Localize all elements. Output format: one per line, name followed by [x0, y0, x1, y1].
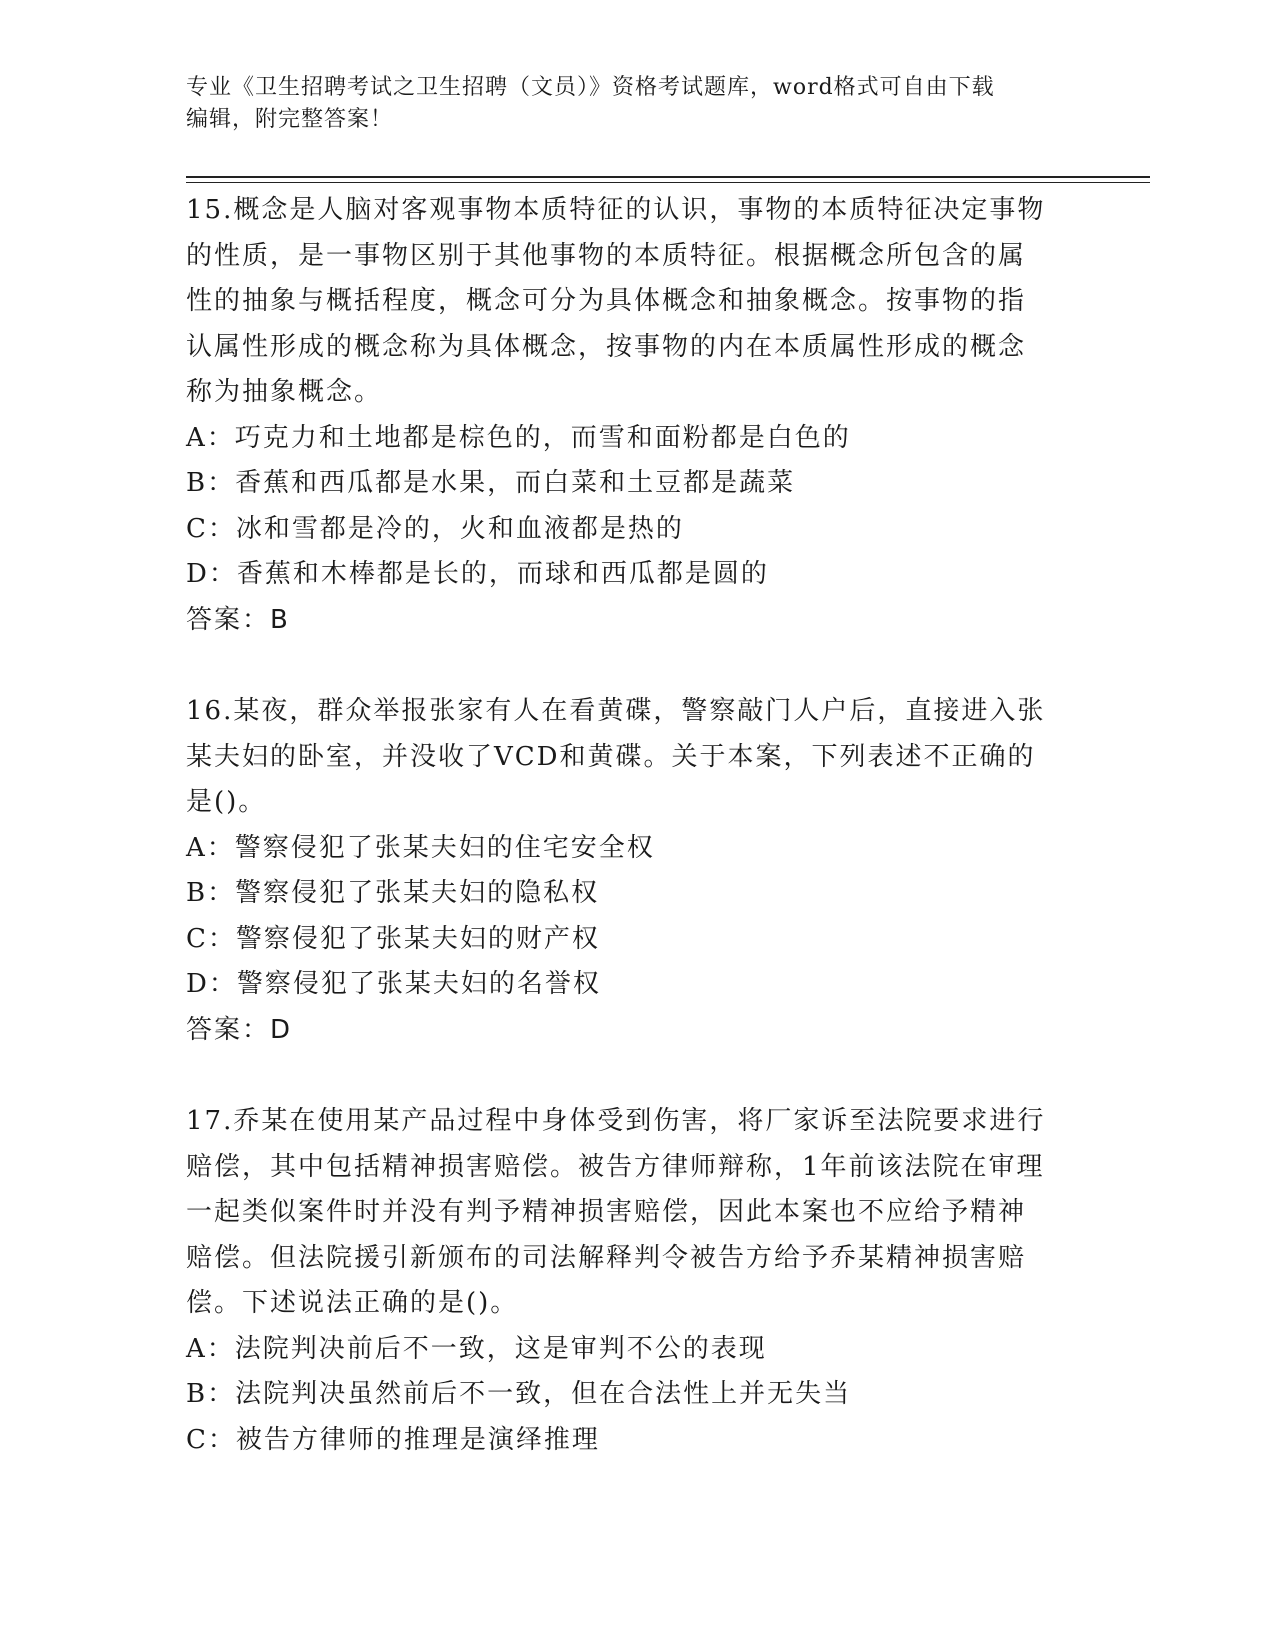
question-stem-line: 性的抽象与概括程度，概念可分为具体概念和抽象概念。按事物的指: [186, 286, 1027, 316]
question-stem-line: 17.乔某在使用某产品过程中身体受到伤害，将厂家诉至法院要求进行: [186, 1106, 1046, 1136]
option-c: C：被告方律师的推理是演绎推理: [186, 1424, 600, 1455]
question-stem-line: 称为抽象概念。: [186, 377, 383, 407]
option-a: A：法院判决前后不一致，这是审判不公的表现: [186, 1333, 767, 1364]
question-stem-line: 赔偿。但法院援引新颁布的司法解释判令被告方给予乔某精神损害赔: [186, 1242, 1027, 1273]
header-divider-thin: [186, 182, 1150, 183]
answer-label: 答案：D: [186, 1014, 293, 1045]
option-b: B：警察侵犯了张某夫妇的隐私权: [186, 878, 600, 908]
header-line-2: 编辑，附完整答案！: [186, 107, 394, 132]
question-list: [186, 188, 1076, 1509]
option-c: C：冰和雪都是冷的，火和血液都是热的: [186, 513, 684, 544]
header-line-1: 专业《卫生招聘考试之卫生招聘（文员）》资格考试题库，word格式可自由下载: [186, 75, 995, 100]
option-a: A：巧克力和土地都是棕色的，而雪和面粉都是白色的: [186, 422, 851, 453]
option-c: C：警察侵犯了张某夫妇的财产权: [186, 923, 600, 954]
question-stem-line: 是()。: [186, 787, 267, 817]
question-stem-line: 某夫妇的卧室，并没收了VCD和黄碟。关于本案，下列表述不正确的: [186, 741, 1036, 772]
question-stem-line: 的性质，是一事物区别于其他事物的本质特征。根据概念所包含的属: [186, 240, 1027, 271]
option-d: D：警察侵犯了张某夫妇的名誉权: [186, 969, 601, 999]
answer-label: 答案：B: [186, 604, 290, 635]
question-15: [186, 188, 1076, 643]
option-a: A：警察侵犯了张某夫妇的住宅安全权: [186, 832, 655, 863]
question-stem-line: 赔偿，其中包括精神损害赔偿。被告方律师辩称，1年前该法院在审理: [186, 1151, 1045, 1182]
question-stem-line: 一起类似案件时并没有判予精神损害赔偿，因此本案也不应给予精神: [186, 1197, 1027, 1227]
question-16: [186, 689, 1076, 1053]
option-b: B：法院判决虽然前后不一致，但在合法性上并无失当: [186, 1379, 852, 1409]
question-stem-line: 15.概念是人脑对客观事物本质特征的认识，事物的本质特征决定事物: [186, 195, 1046, 225]
option-d: D：香蕉和木棒都是长的，而球和西瓜都是圆的: [186, 559, 769, 589]
header-divider-thick: [186, 176, 1150, 178]
question-stem-line: 16.某夜，群众举报张家有人在看黄碟，警察敲门人户后，直接进入张: [186, 696, 1046, 726]
question-17: [186, 1099, 1076, 1463]
option-b: B：香蕉和西瓜都是水果，而白菜和土豆都是蔬菜: [186, 468, 796, 498]
question-stem-line: 认属性形成的概念称为具体概念，按事物的内在本质属性形成的概念: [186, 331, 1027, 362]
page-header: [186, 72, 1066, 136]
question-stem-line: 偿。下述说法正确的是()。: [186, 1288, 519, 1318]
